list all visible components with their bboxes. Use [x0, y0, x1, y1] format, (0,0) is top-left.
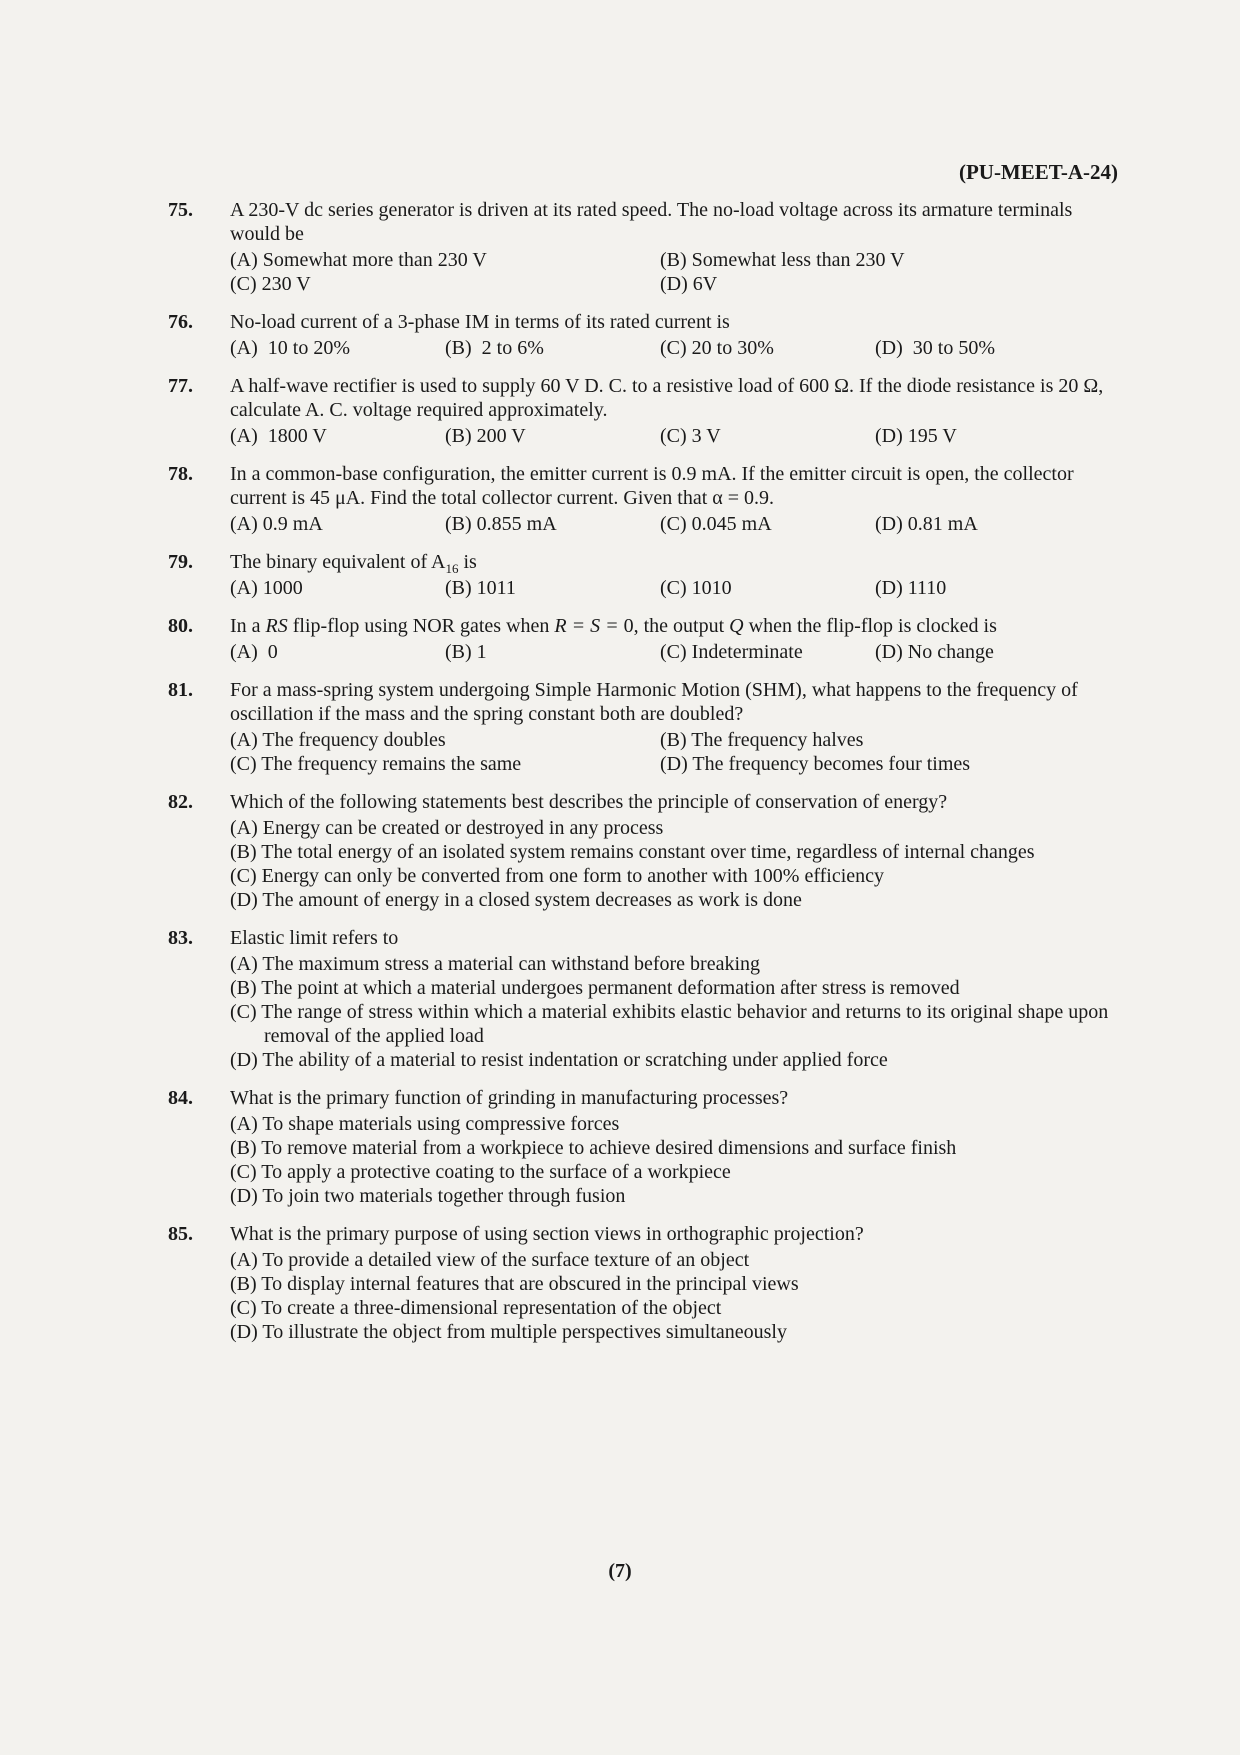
- options: [230, 1248, 1118, 1344]
- question-stem: [230, 614, 1118, 638]
- option-d: (D) 6V: [660, 273, 718, 295]
- question-number: 80.: [168, 615, 193, 637]
- option-a: (A) To shape materials using compressive forces: [230, 1113, 620, 1135]
- question-number: 75.: [168, 199, 193, 221]
- option-c: (C) 1010: [660, 577, 732, 599]
- option-c: (C) 0.045 mA: [660, 513, 772, 535]
- option-d: (D) 195 V: [875, 425, 957, 447]
- question-79: [168, 550, 1118, 600]
- option-b: (B) 0.855 mA: [445, 513, 557, 535]
- option-b: (B) 2 to 6%: [445, 337, 544, 359]
- page-number: (7): [608, 1560, 632, 1582]
- options: [230, 952, 1118, 1072]
- paper-code: (PU-MEET-A-24): [958, 160, 1118, 184]
- option-a: (A) The frequency doubles: [230, 729, 446, 751]
- option-d: (D) To join two materials together through fusion: [230, 1185, 626, 1207]
- question-stem: What is the primary purpose of using section views in orthographic projection?: [230, 1223, 864, 1245]
- option-a: (A) 0.9 mA: [230, 513, 323, 535]
- option-a: (A) 1000: [230, 577, 303, 599]
- options: [230, 1112, 1118, 1208]
- question-number: 79.: [168, 551, 193, 573]
- options: [230, 512, 1118, 536]
- option-a: (A) To provide a detailed view of the surface texture of an object: [230, 1249, 750, 1271]
- question-78: [168, 462, 1118, 536]
- option-a: (A) 10 to 20%: [230, 337, 350, 359]
- options: [230, 248, 1118, 296]
- question-84: [168, 1086, 1118, 1208]
- option-a: (A) The maximum stress a material can withstand before breaking: [230, 953, 761, 975]
- option-b: (B) The point at which a material undergoes permanent deformation after stress is removed: [230, 977, 960, 999]
- option-c: (C) To apply a protective coating to the surface of a workpiece: [230, 1161, 731, 1183]
- option-b: (B) 1: [445, 641, 487, 663]
- option-d: (D) 30 to 50%: [875, 337, 995, 359]
- question-stem: No-load current of a 3-phase IM in terms of its rated current is: [230, 311, 730, 333]
- question-number: 84.: [168, 1087, 193, 1109]
- option-d: (D) 0.81 mA: [875, 513, 978, 535]
- option-a: (A) 0: [230, 641, 278, 663]
- stem-text: flip-flop using NOR gates when: [287, 615, 555, 637]
- stem-text: 0, the output: [623, 615, 730, 637]
- stem-text: In a: [230, 615, 266, 637]
- question-number: 85.: [168, 1223, 193, 1245]
- option-b: (B) The total energy of an isolated system remains constant over time, regardless of internal changes: [230, 841, 1035, 863]
- option-b: (B) 1011: [445, 577, 516, 599]
- options: [230, 816, 1118, 912]
- option-a: (A) Energy can be created or destroyed in any process: [230, 817, 664, 839]
- option-c: (C) To create a three-dimensional representation of the object: [230, 1297, 722, 1319]
- option-a: (A) Somewhat more than 230 V: [230, 249, 487, 271]
- question-stem: In a common-base configuration, the emitter current is 0.9 mA. If the emitter circuit is open, the collector current is 45 μA. Find the total collector current. Given that α = 0.9.: [230, 463, 1074, 509]
- option-b: (B) To remove material from a workpiece to achieve desired dimensions and surface finish: [230, 1137, 957, 1159]
- option-d: (D) 1110: [875, 577, 947, 599]
- option-b: (B) The frequency halves: [660, 729, 864, 751]
- question-stem: A half-wave rectifier is used to supply 60 V D. C. to a resistive load of 600 Ω. If the diode resistance is 20 Ω, calculate A. C. voltage required approximately.: [230, 375, 1104, 421]
- question-number: 76.: [168, 311, 193, 333]
- question-stem: Elastic limit refers to: [230, 927, 399, 949]
- stem-text: when the flip-flop is clocked is: [743, 615, 997, 637]
- question-77: [168, 374, 1118, 448]
- options: [230, 728, 1118, 776]
- question-80: [168, 614, 1118, 664]
- subscript: 16: [445, 561, 459, 576]
- stem-italic: RS: [265, 615, 288, 637]
- question-82: [168, 790, 1118, 912]
- option-c: (C) Energy can only be converted from one form to another with 100% efficiency: [230, 865, 885, 887]
- question-number: 78.: [168, 463, 193, 485]
- option-d: (D) To illustrate the object from multiple perspectives simultaneously: [230, 1321, 787, 1343]
- question-stem: For a mass-spring system undergoing Simple Harmonic Motion (SHM), what happens to the frequency of oscillation if the mass and the spring constant both are doubled?: [230, 679, 1078, 725]
- question-stem: What is the primary function of grinding in manufacturing processes?: [230, 1087, 789, 1109]
- option-d: (D) The amount of energy in a closed system decreases as work is done: [230, 889, 802, 911]
- question-list: [168, 198, 1118, 1358]
- option-c: (C) Indeterminate: [660, 641, 803, 663]
- question-76: [168, 310, 1118, 360]
- option-b: (B) 200 V: [445, 425, 526, 447]
- options: [230, 424, 1118, 448]
- option-b: (B) Somewhat less than 230 V: [660, 249, 905, 271]
- question-number: 81.: [168, 679, 193, 701]
- options: [230, 640, 1118, 664]
- question-85: [168, 1222, 1118, 1344]
- option-d: (D) The frequency becomes four times: [660, 753, 971, 775]
- stem-text: The binary equivalent of A: [230, 551, 446, 573]
- question-number: 82.: [168, 791, 193, 813]
- question-stem: Which of the following statements best describes the principle of conservation of energy?: [230, 791, 948, 813]
- option-c: (C) The range of stress within which a material exhibits elastic behavior and returns to its original shape upon removal of the applied load: [230, 1001, 1114, 1047]
- option-c: (C) 230 V: [230, 273, 311, 295]
- options: [230, 336, 1118, 360]
- options: [230, 576, 1118, 600]
- option-d: (D) The ability of a material to resist indentation or scratching under applied force: [230, 1049, 888, 1071]
- option-b: (B) To display internal features that are obscured in the principal views: [230, 1273, 799, 1295]
- stem-italic: Q: [729, 615, 744, 637]
- option-c: (C) 20 to 30%: [660, 337, 774, 359]
- question-81: [168, 678, 1118, 776]
- option-a: (A) 1800 V: [230, 425, 327, 447]
- question-number: 77.: [168, 375, 193, 397]
- question-75: [168, 198, 1118, 296]
- question-83: [168, 926, 1118, 1072]
- option-c: (C) The frequency remains the same: [230, 753, 522, 775]
- option-c: (C) 3 V: [660, 425, 721, 447]
- option-d: (D) No change: [875, 641, 994, 663]
- stem-text: is: [458, 551, 477, 573]
- question-stem: [230, 550, 1118, 574]
- question-number: 83.: [168, 927, 193, 949]
- stem-italic: R = S =: [554, 615, 624, 637]
- question-stem: A 230-V dc series generator is driven at its rated speed. The no-load voltage across its armature terminals would be: [230, 199, 1073, 245]
